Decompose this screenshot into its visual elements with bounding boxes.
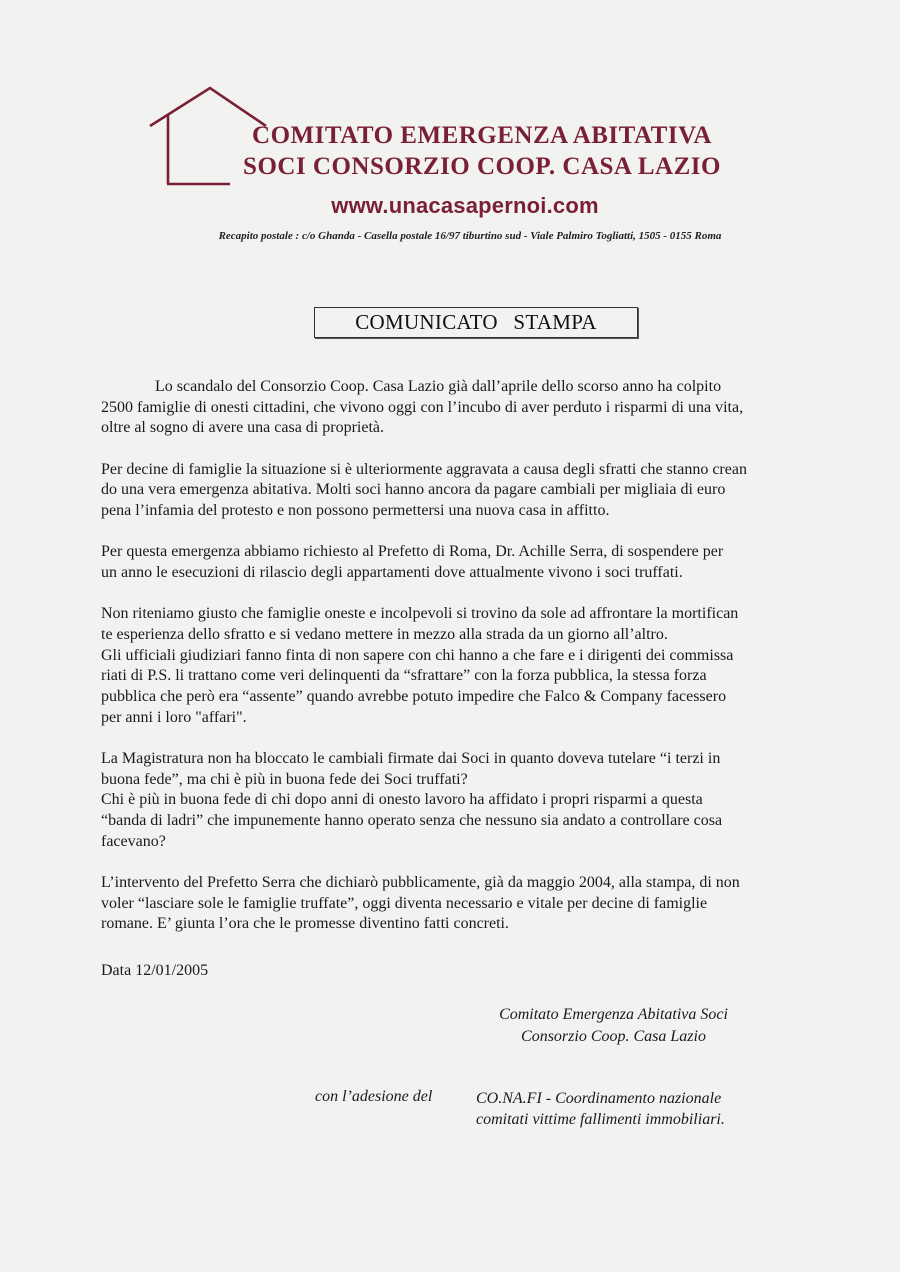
paragraph — [101, 873, 841, 935]
text-line: per anni i loro "affari". — [101, 708, 247, 726]
text-line: riati di P.S. li trattano come veri delinquenti da “sfrattare” con la forza pubblica, la stessa forza — [101, 667, 707, 685]
text-line: romane. E’ giunta l’ora che le promesse diventino fatti concreti. — [101, 915, 509, 933]
paragraph — [101, 542, 841, 583]
text-line: Per decine di famiglie la situazione si è ulteriormente aggravata a causa degli sfratti che stanno crean — [101, 460, 747, 478]
org-name-line2: SOCI CONSORZIO COOP. CASA LAZIO — [243, 153, 721, 180]
text-line: “banda di ladri” che impunemente hanno operato senza che nessuno sia andato a controllare cosa — [101, 811, 723, 829]
paragraph — [101, 460, 841, 522]
postal-address: Recapito postale : c/o Ghanda - Casella postale 16/97 tiburtino sud - Viale Palmiro Togliatti, 1505 - 0155 Roma — [218, 230, 722, 242]
adhesion-org-line1: CO.NA.FI - Coordinamento nazionale — [476, 1090, 722, 1107]
text-line: 2500 famiglie di onesti cittadini, che vivono oggi con l’incubo di aver perduto i risparmi di una vita, — [101, 398, 744, 416]
press-release-body — [101, 377, 841, 955]
text-line: La Magistratura non ha bloccato le cambiali firmate dai Soci in quanto doveva tutelare “i terzi in — [101, 749, 721, 767]
text-line: L’intervento del Prefetto Serra che dichiarò pubblicamente, già da maggio 2004, alla stampa, di non — [101, 873, 740, 891]
org-name-line1: COMITATO EMERGENZA ABITATIVA — [252, 122, 712, 149]
text-line: pubblica che però era “assente” quando avrebbe potuto impedire che Falco & Company facessero — [101, 687, 727, 705]
text-line: facevano? — [101, 832, 166, 850]
page-title: COMUNICATO STAMPA — [314, 307, 638, 338]
text-line: Per questa emergenza abbiamo richiesto al Prefetto di Roma, Dr. Achille Serra, di sospendere per — [101, 543, 724, 561]
paragraph — [101, 749, 841, 853]
website-link[interactable]: www.unacasapernoi.com — [331, 193, 599, 218]
text-line: buona fede”, ma chi è più in buona fede dei Soci truffati? — [101, 770, 468, 788]
text-line: pena l’infamia del protesto e non possono permettersi una nuova casa in affitto. — [101, 502, 610, 520]
text-line: te esperienza dello sfratto e si vedano mettere in mezzo alla strada da un giorno all’altro. — [101, 625, 668, 643]
text-line: Lo scandalo del Consorzio Coop. Casa Lazio già dall’aprile dello scorso anno ha colpito — [155, 378, 722, 395]
adhesion-label: con l’adesione del — [315, 1088, 433, 1105]
text-line: Non riteniamo giusto che famiglie oneste e incolpevoli si trovino da sole ad affrontare la mortifican — [101, 605, 739, 623]
signature-line1: Comitato Emergenza Abitativa Soci — [499, 1006, 728, 1023]
text-line: oltre al sogno di avere una casa di proprietà. — [101, 419, 384, 437]
text-line: un anno le esecuzioni di rilascio degli appartamenti dove attualmente vivono i soci truffati. — [101, 563, 683, 581]
paragraph — [101, 377, 841, 439]
text-line: do una vera emergenza abitativa. Molti soci hanno ancora da pagare cambiali per migliaia di euro — [101, 481, 726, 499]
date-line: Data 12/01/2005 — [101, 962, 209, 979]
adhesion-organization — [476, 1088, 725, 1130]
text-line: Gli ufficiali giudiziari fanno finta di non sapere con chi hanno a che fare e i dirigenti dei commissa — [101, 646, 734, 664]
signature-block — [476, 1004, 751, 1048]
signature-line2: Consorzio Coop. Casa Lazio — [521, 1028, 706, 1045]
paragraph — [101, 604, 841, 728]
text-line: voler “lasciare sole le famiglie truffate”, oggi diventa necessario e vitale per decine di famiglie — [101, 894, 708, 912]
adhesion-org-line2: comitati vittime fallimenti immobiliari. — [476, 1111, 725, 1128]
text-line: Chi è più in buona fede di chi dopo anni di onesto lavoro ha affidato i propri risparmi a questa — [101, 791, 703, 809]
